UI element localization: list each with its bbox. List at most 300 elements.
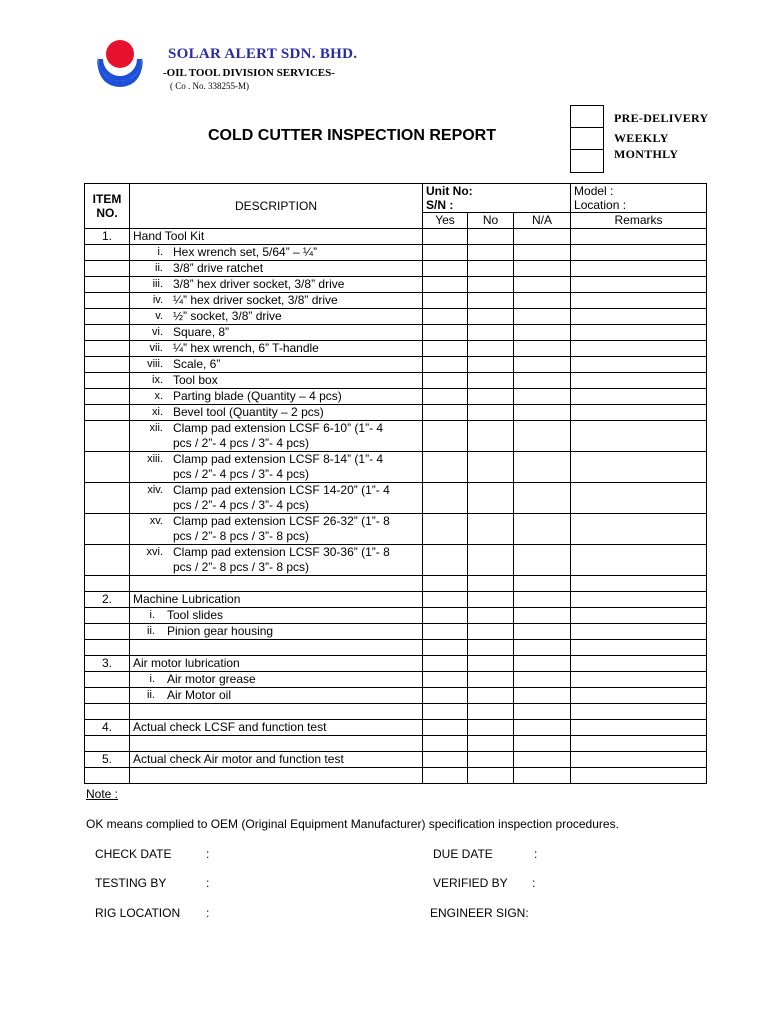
spacer-cell[interactable]	[571, 576, 707, 592]
item-na-cell[interactable]	[514, 545, 571, 576]
item-text	[173, 545, 419, 575]
item-no-cell[interactable]	[468, 341, 514, 357]
item-description	[130, 357, 423, 373]
item-text-line1: Parting blade (Quantity – 4 pcs)	[173, 389, 342, 403]
item-yes-cell[interactable]	[423, 277, 468, 293]
item-description	[130, 293, 423, 309]
item-no-cell[interactable]	[468, 389, 514, 405]
testing-by-colon: :	[206, 876, 210, 890]
item-no-cell[interactable]	[468, 608, 514, 624]
item-text-line1: 3/8” drive ratchet	[173, 261, 264, 275]
item-no-cell[interactable]	[468, 421, 514, 452]
remarks-header: Remarks	[571, 213, 707, 229]
item-na-cell[interactable]	[514, 373, 571, 389]
item-no-cell	[85, 421, 130, 452]
item-description	[130, 624, 423, 640]
item-text	[173, 452, 419, 482]
section-row	[85, 229, 707, 245]
model-label: Model :	[574, 184, 614, 198]
item-yes-cell[interactable]	[423, 688, 468, 704]
due-date-label: DUE DATE	[433, 847, 493, 861]
item-text	[173, 293, 419, 308]
item-na-cell[interactable]	[514, 389, 571, 405]
inspection-table	[84, 183, 707, 784]
item-roman: xi.	[152, 406, 163, 418]
checkbox-monthly[interactable]	[570, 149, 604, 173]
item-description	[130, 245, 423, 261]
item-yes-cell[interactable]	[423, 405, 468, 421]
list-item	[85, 672, 707, 688]
item-yes-cell[interactable]	[423, 672, 468, 688]
section-row	[85, 752, 707, 768]
spacer-cell[interactable]	[468, 736, 514, 752]
item-no-cell[interactable]	[468, 309, 514, 325]
item-roman: xv.	[149, 515, 163, 527]
spacer-cell[interactable]	[423, 576, 468, 592]
spacer-cell[interactable]	[514, 576, 571, 592]
spacer-row	[85, 576, 707, 592]
item-na-cell[interactable]	[514, 483, 571, 514]
rig-location-colon: :	[206, 906, 210, 920]
item-no-cell[interactable]	[468, 545, 514, 576]
section-title: Hand Tool Kit	[130, 229, 423, 245]
item-na-cell[interactable]	[514, 452, 571, 483]
item-yes-cell[interactable]	[423, 309, 468, 325]
item-header-line1: ITEM	[92, 192, 122, 206]
item-yes-cell[interactable]	[423, 389, 468, 405]
section-no-cell[interactable]	[468, 229, 514, 245]
spacer-cell[interactable]	[571, 736, 707, 752]
item-text	[173, 341, 419, 356]
item-yes-cell[interactable]	[423, 245, 468, 261]
item-roman: ix.	[152, 374, 163, 386]
item-na-cell[interactable]	[514, 261, 571, 277]
list-item	[85, 309, 707, 325]
spacer-cell[interactable]	[571, 704, 707, 720]
item-yes-cell[interactable]	[423, 608, 468, 624]
item-na-cell[interactable]	[514, 325, 571, 341]
spacer-row	[85, 640, 707, 656]
item-yes-cell[interactable]	[423, 325, 468, 341]
item-yes-cell[interactable]	[423, 483, 468, 514]
item-text-line1: Tool box	[173, 373, 218, 387]
item-text-line1: 3/8” hex driver socket, 3/8” drive	[173, 277, 345, 291]
list-item	[85, 373, 707, 389]
spacer-cell[interactable]	[468, 640, 514, 656]
section-remarks-cell[interactable]	[571, 229, 707, 245]
item-line	[133, 325, 419, 340]
spacer-cell[interactable]	[423, 736, 468, 752]
engineer-sign-label: ENGINEER SIGN:	[430, 906, 529, 920]
item-remarks-cell[interactable]	[571, 309, 707, 325]
spacer-row	[85, 736, 707, 752]
item-remarks-cell[interactable]	[571, 624, 707, 640]
list-item	[85, 452, 707, 483]
item-remarks-cell[interactable]	[571, 672, 707, 688]
section-remarks-cell[interactable]	[571, 720, 707, 736]
item-line	[133, 373, 419, 388]
item-remarks-cell[interactable]	[571, 452, 707, 483]
item-roman: iii.	[152, 278, 163, 290]
item-text	[167, 608, 419, 623]
section-yes-cell[interactable]	[423, 752, 468, 768]
company-division: -OIL TOOL DIVISION SERVICES-	[163, 67, 335, 79]
unit-sn-header	[423, 184, 571, 213]
item-text	[173, 261, 419, 276]
section-title: Actual check LCSF and function test	[130, 720, 423, 736]
na-header: N/A	[514, 213, 571, 229]
item-roman: xiii.	[147, 453, 163, 465]
item-remarks-cell[interactable]	[571, 373, 707, 389]
item-text-line2: pcs / 2”- 8 pcs / 3”- 8 pcs)	[173, 560, 310, 574]
spacer-cell	[85, 736, 130, 752]
company-registration: ( Co . No. 338255-M)	[170, 81, 249, 91]
item-na-cell[interactable]	[514, 405, 571, 421]
item-yes-cell[interactable]	[423, 624, 468, 640]
list-item	[85, 483, 707, 514]
item-text-line1: Square, 8”	[173, 325, 230, 339]
item-remarks-cell[interactable]	[571, 341, 707, 357]
item-line	[133, 309, 419, 324]
item-text	[167, 672, 419, 687]
item-text-line1: Hex wrench set, 5/64” – ¼”	[173, 245, 318, 259]
item-text-line2: pcs / 2”- 4 pcs / 3”- 4 pcs)	[173, 436, 310, 450]
item-no-cell[interactable]	[468, 452, 514, 483]
item-no-cell[interactable]	[468, 325, 514, 341]
item-remarks-cell[interactable]	[571, 608, 707, 624]
item-description	[130, 389, 423, 405]
item-yes-cell[interactable]	[423, 421, 468, 452]
spacer-cell[interactable]	[571, 768, 707, 784]
item-roman: xvi.	[146, 546, 163, 558]
item-remarks-cell[interactable]	[571, 405, 707, 421]
list-item	[85, 341, 707, 357]
spacer-cell[interactable]	[468, 704, 514, 720]
item-roman: vii.	[149, 342, 163, 354]
item-no-cell[interactable]	[468, 373, 514, 389]
item-yes-cell[interactable]	[423, 341, 468, 357]
item-na-cell[interactable]	[514, 688, 571, 704]
check-date-label: CHECK DATE	[95, 847, 172, 861]
item-no-cell[interactable]	[468, 261, 514, 277]
item-text	[173, 373, 419, 388]
item-description	[130, 325, 423, 341]
section-number: 4.	[85, 720, 130, 736]
item-description	[130, 608, 423, 624]
item-text-line1: Tool slides	[167, 608, 224, 622]
item-no-cell[interactable]	[468, 514, 514, 545]
list-item	[85, 357, 707, 373]
item-line	[133, 483, 419, 513]
item-roman: i.	[149, 609, 155, 621]
item-line	[133, 514, 419, 544]
spacer-cell[interactable]	[514, 640, 571, 656]
item-no-cell	[85, 688, 130, 704]
section-title: Actual check Air motor and function test	[130, 752, 423, 768]
item-text	[173, 405, 419, 420]
item-text	[167, 688, 419, 703]
item-line	[133, 405, 419, 420]
item-text-line1: ¼” hex wrench, 6” T-handle	[173, 341, 319, 355]
item-roman: ii.	[147, 689, 155, 701]
item-yes-cell[interactable]	[423, 357, 468, 373]
item-text-line1: Scale, 6”	[173, 357, 221, 371]
item-text-line1: Clamp pad extension LCSF 8-14” (1”- 4	[173, 452, 384, 466]
checkbox-pre-delivery[interactable]	[570, 105, 604, 128]
item-remarks-cell[interactable]	[571, 688, 707, 704]
spacer-cell[interactable]	[514, 736, 571, 752]
item-no-cell	[85, 452, 130, 483]
item-line	[133, 608, 419, 623]
label-monthly: MONTHLY	[614, 147, 679, 161]
list-item	[85, 545, 707, 576]
item-remarks-cell[interactable]	[571, 357, 707, 373]
spacer-cell[interactable]	[468, 576, 514, 592]
section-na-cell[interactable]	[514, 656, 571, 672]
report-title: COLD CUTTER INSPECTION REPORT	[208, 127, 497, 144]
section-remarks-cell[interactable]	[571, 656, 707, 672]
location-label: Location :	[574, 198, 627, 212]
company-logo	[95, 37, 145, 89]
item-no-cell	[85, 357, 130, 373]
item-remarks-cell[interactable]	[571, 277, 707, 293]
no-header: No	[468, 213, 514, 229]
section-no-cell[interactable]	[468, 592, 514, 608]
item-text-line1: Clamp pad extension LCSF 30-36” (1”- 8	[173, 545, 390, 559]
item-remarks-cell[interactable]	[571, 261, 707, 277]
item-no-cell[interactable]	[468, 357, 514, 373]
item-na-cell[interactable]	[514, 421, 571, 452]
spacer-cell[interactable]	[514, 704, 571, 720]
item-remarks-cell[interactable]	[571, 545, 707, 576]
item-text-line2: pcs / 2”- 4 pcs / 3”- 4 pcs)	[173, 498, 310, 512]
item-description	[130, 405, 423, 421]
item-roman: vi.	[152, 326, 163, 338]
item-roman: i.	[149, 673, 155, 685]
checkbox-weekly[interactable]	[570, 127, 604, 150]
note-label: Note :	[86, 787, 119, 801]
item-remarks-cell[interactable]	[571, 514, 707, 545]
note-text: OK means complied to OEM (Original Equipment Manufacturer) specification inspection procedures.	[86, 817, 619, 831]
item-no-cell	[85, 514, 130, 545]
item-roman: x.	[154, 390, 163, 402]
spacer-cell	[85, 704, 130, 720]
item-text	[173, 421, 419, 451]
item-header-line2: NO.	[96, 206, 118, 220]
item-text	[173, 514, 419, 544]
item-yes-cell[interactable]	[423, 545, 468, 576]
item-description	[130, 341, 423, 357]
spacer-cell	[85, 576, 130, 592]
section-yes-cell[interactable]	[423, 592, 468, 608]
sn-label: S/N :	[426, 198, 454, 212]
item-no-cell	[85, 277, 130, 293]
item-yes-cell[interactable]	[423, 514, 468, 545]
spacer-cell	[130, 768, 423, 784]
item-na-cell[interactable]	[514, 341, 571, 357]
section-no-cell[interactable]	[468, 752, 514, 768]
list-item	[85, 688, 707, 704]
item-roman: xii.	[149, 422, 163, 434]
spacer-cell[interactable]	[468, 768, 514, 784]
item-line	[133, 389, 419, 404]
unit-no-label: Unit No:	[426, 184, 473, 198]
list-item	[85, 261, 707, 277]
item-yes-cell[interactable]	[423, 293, 468, 309]
item-no-cell	[85, 293, 130, 309]
spacer-cell[interactable]	[514, 768, 571, 784]
item-text-line1: Clamp pad extension LCSF 6-10” (1”- 4	[173, 421, 384, 435]
item-na-cell[interactable]	[514, 624, 571, 640]
item-yes-cell[interactable]	[423, 261, 468, 277]
item-description	[130, 483, 423, 514]
item-no-cell[interactable]	[468, 483, 514, 514]
item-roman: iv.	[152, 294, 163, 306]
spacer-cell	[85, 768, 130, 784]
item-no-cell	[85, 245, 130, 261]
item-no-cell	[85, 545, 130, 576]
item-text	[173, 483, 419, 513]
item-na-cell[interactable]	[514, 245, 571, 261]
item-line	[133, 688, 419, 703]
list-item	[85, 624, 707, 640]
item-remarks-cell[interactable]	[571, 483, 707, 514]
spacer-cell[interactable]	[423, 640, 468, 656]
section-remarks-cell[interactable]	[571, 752, 707, 768]
item-description	[130, 688, 423, 704]
list-item	[85, 421, 707, 452]
item-no-cell[interactable]	[468, 293, 514, 309]
section-na-cell[interactable]	[514, 752, 571, 768]
item-na-cell[interactable]	[514, 357, 571, 373]
item-line	[133, 245, 419, 260]
rig-location-label: RIG LOCATION	[95, 906, 181, 920]
list-item	[85, 325, 707, 341]
item-text-line1: Clamp pad extension LCSF 14-20” (1”- 4	[173, 483, 390, 497]
item-description	[130, 452, 423, 483]
item-description	[130, 277, 423, 293]
item-no-cell	[85, 261, 130, 277]
item-remarks-cell[interactable]	[571, 245, 707, 261]
section-no-cell[interactable]	[468, 720, 514, 736]
item-text	[173, 277, 419, 292]
item-line	[133, 452, 419, 482]
item-remarks-cell[interactable]	[571, 389, 707, 405]
section-remarks-cell[interactable]	[571, 592, 707, 608]
item-text-line1: Air motor grease	[167, 672, 256, 686]
item-line	[133, 672, 419, 687]
item-no-cell	[85, 389, 130, 405]
item-no-header	[85, 184, 130, 229]
item-remarks-cell[interactable]	[571, 293, 707, 309]
item-remarks-cell[interactable]	[571, 421, 707, 452]
item-line	[133, 357, 419, 372]
spacer-cell	[85, 640, 130, 656]
item-yes-cell[interactable]	[423, 452, 468, 483]
section-no-cell[interactable]	[468, 656, 514, 672]
item-remarks-cell[interactable]	[571, 325, 707, 341]
item-description	[130, 514, 423, 545]
item-no-cell[interactable]	[468, 405, 514, 421]
section-title: Machine Lubrication	[130, 592, 423, 608]
item-na-cell[interactable]	[514, 672, 571, 688]
item-text-line2: pcs / 2”- 4 pcs / 3”- 4 pcs)	[173, 467, 310, 481]
due-date-colon: :	[534, 847, 538, 861]
item-na-cell[interactable]	[514, 293, 571, 309]
spacer-cell[interactable]	[571, 640, 707, 656]
spacer-cell	[130, 736, 423, 752]
section-na-cell[interactable]	[514, 229, 571, 245]
description-header: DESCRIPTION	[130, 184, 423, 229]
item-text-line1: Pinion gear housing	[167, 624, 274, 638]
company-header	[168, 46, 357, 63]
section-yes-cell[interactable]	[423, 656, 468, 672]
item-no-cell	[85, 373, 130, 389]
item-no-cell[interactable]	[468, 277, 514, 293]
item-text	[173, 325, 419, 340]
item-no-cell	[85, 325, 130, 341]
list-item	[85, 277, 707, 293]
item-line	[133, 341, 419, 356]
section-number: 5.	[85, 752, 130, 768]
item-text-line2: pcs / 2”- 8 pcs / 3”- 8 pcs)	[173, 529, 310, 543]
spacer-cell[interactable]	[423, 704, 468, 720]
item-text-line1: ½” socket, 3/8” drive	[173, 309, 282, 323]
item-text	[173, 357, 419, 372]
item-text	[173, 245, 419, 260]
spacer-row	[85, 768, 707, 784]
item-no-cell[interactable]	[468, 672, 514, 688]
item-no-cell[interactable]	[468, 624, 514, 640]
yes-header: Yes	[423, 213, 468, 229]
item-text	[173, 309, 419, 324]
verified-by-label: VERIFIED BY	[433, 876, 508, 890]
item-yes-cell[interactable]	[423, 373, 468, 389]
label-weekly: WEEKLY	[614, 131, 669, 145]
section-yes-cell[interactable]	[423, 229, 468, 245]
testing-by-label: TESTING BY	[95, 876, 167, 890]
logo-red-circle	[106, 40, 134, 68]
item-na-cell[interactable]	[514, 608, 571, 624]
item-no-cell	[85, 309, 130, 325]
item-roman: ii.	[147, 625, 155, 637]
section-number: 3.	[85, 656, 130, 672]
list-item	[85, 405, 707, 421]
item-text	[167, 624, 419, 639]
section-na-cell[interactable]	[514, 720, 571, 736]
item-description	[130, 261, 423, 277]
section-row	[85, 592, 707, 608]
list-item	[85, 389, 707, 405]
item-roman: viii.	[147, 358, 163, 370]
item-na-cell[interactable]	[514, 514, 571, 545]
item-no-cell[interactable]	[468, 245, 514, 261]
item-na-cell[interactable]	[514, 309, 571, 325]
item-no-cell[interactable]	[468, 688, 514, 704]
verified-by-colon: :	[532, 876, 536, 890]
spacer-cell[interactable]	[423, 768, 468, 784]
header-row-1	[85, 184, 707, 213]
section-number: 1.	[85, 229, 130, 245]
section-title: Air motor lubrication	[130, 656, 423, 672]
company-name: SOLAR ALERT SDN. BHD.	[168, 46, 358, 62]
spacer-cell	[130, 576, 423, 592]
section-yes-cell[interactable]	[423, 720, 468, 736]
section-na-cell[interactable]	[514, 592, 571, 608]
model-location-header	[571, 184, 707, 213]
item-na-cell[interactable]	[514, 277, 571, 293]
section-number: 2.	[85, 592, 130, 608]
